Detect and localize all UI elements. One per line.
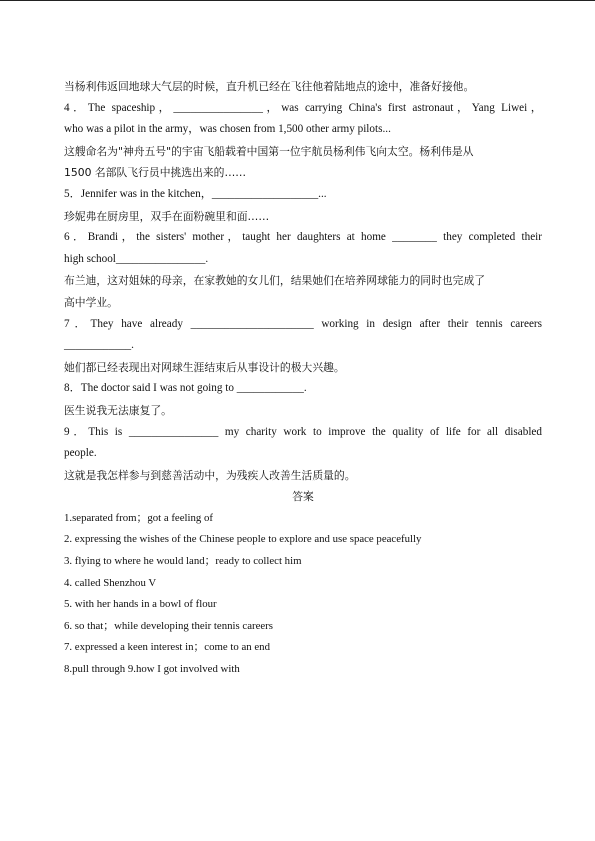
exercise-line: who was a pilot in the army，was chosen from 1,500 other army pilots... bbox=[64, 123, 391, 136]
page-top-rule bbox=[0, 0, 595, 1]
translation-line: 这就是我怎样参与到慈善活动中，为残疾人改善生活质量的。 bbox=[64, 468, 356, 482]
exercise-line: 7．They have already ______________________ working in design after their tennis careers bbox=[64, 317, 542, 330]
answers-heading: 答案 bbox=[292, 490, 314, 504]
exercise-line: 4．The spaceship，________________，was carrying China's first astronaut，Yang Liwei， bbox=[64, 101, 542, 114]
exercise-lines bbox=[64, 76, 542, 486]
exercise-line: high school________________. bbox=[64, 252, 209, 265]
translation-line: 珍妮弗在厨房里，双手在面粉碗里和面…… bbox=[64, 209, 270, 223]
answer-item: 8.pull through 9.how I got involved with bbox=[64, 663, 240, 676]
exercise-line: 9．This is ________________ my charity work to improve the quality of life for all disabled bbox=[64, 425, 542, 438]
answer-item: 2. expressing the wishes of the Chinese people to explore and use space peacefully bbox=[64, 533, 422, 546]
exercise-line: people. bbox=[64, 447, 97, 460]
translation-line: 1500 名部队飞行员中挑选出来的…… bbox=[64, 166, 247, 180]
translation-line: 医生说我无法康复了。 bbox=[64, 403, 172, 417]
exercise-line: ____________. bbox=[64, 339, 134, 352]
translation-line: 高中学业。 bbox=[64, 295, 118, 309]
translation-line: 当杨利伟返回地球大气层的时候，直升机已经在飞往他着陆地点的途中，准备好接他。 bbox=[64, 80, 475, 93]
translation-line: 她们都已经表现出对网球生涯结束后从事设计的极大兴趣。 bbox=[64, 360, 345, 374]
translation-line: 布兰迪，这对姐妹的母亲，在家教她的女儿们，结果她们在培养网球能力的同时也完成了 bbox=[64, 274, 486, 288]
answer-item: 4. called Shenzhou V bbox=[64, 576, 157, 589]
exercise-line: 6．Brandi，the sisters' mother，taught her daughters at home ________ they completed their bbox=[64, 231, 542, 244]
exercise-line: 8．The doctor said I was not going to ____________. bbox=[64, 382, 307, 395]
answer-list bbox=[64, 508, 542, 681]
answer-item: 1.separated from；got a feeling of bbox=[64, 511, 214, 524]
answer-item: 5. with her hands in a bowl of flour bbox=[64, 598, 217, 611]
answer-item: 3. flying to where he would land；ready to collect him bbox=[64, 555, 302, 568]
translation-line: 这艘命名为"神舟五号"的宇宙飞船载着中国第一位宇航员杨利伟飞向太空。杨利伟是从 bbox=[64, 144, 474, 158]
exercise-line: 5．Jennifer was in the kitchen，___________________... bbox=[64, 187, 327, 200]
answer-item: 7. expressed a keen interest in；come to an end bbox=[64, 641, 270, 654]
document-body bbox=[64, 76, 542, 681]
answer-item: 6. so that；while developing their tennis careers bbox=[64, 619, 273, 632]
